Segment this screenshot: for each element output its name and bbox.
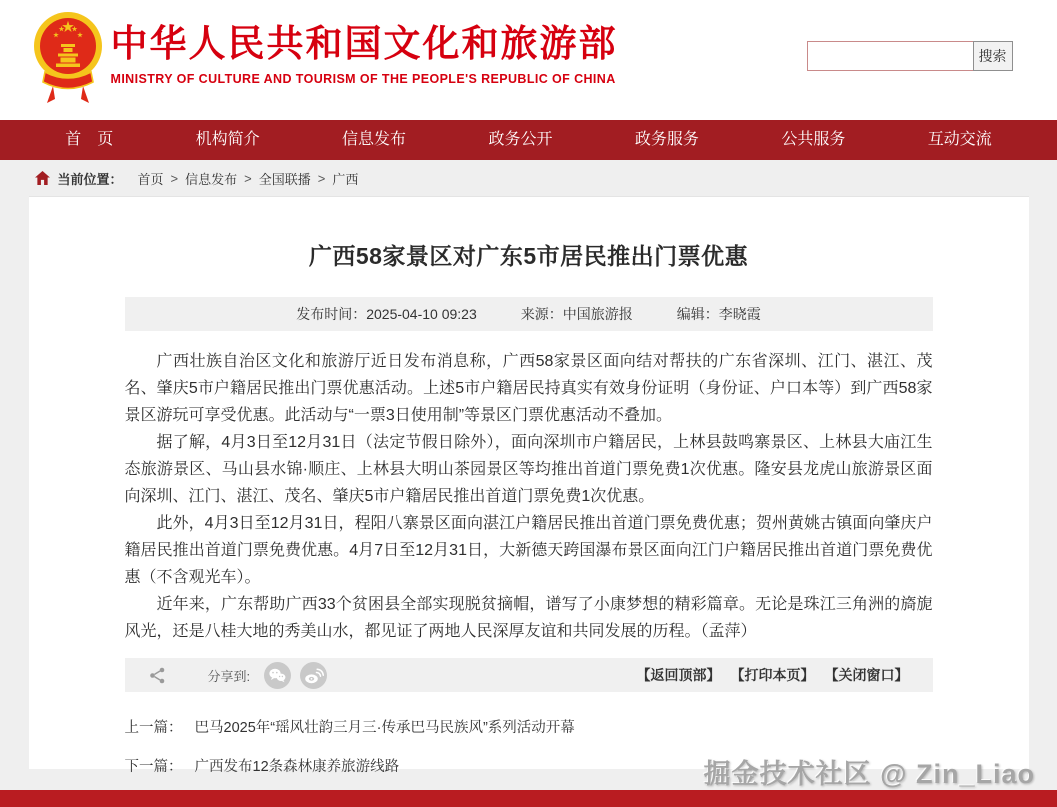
- breadcrumb-separator: >: [244, 170, 252, 186]
- site-header: [0, 0, 1057, 120]
- article-editor: [677, 304, 761, 324]
- weibo-share-button[interactable]: [300, 662, 327, 689]
- next-article-link[interactable]: 广西发布12条森林康养旅游线路: [194, 759, 400, 775]
- site-subtitle: MINISTRY OF CULTURE AND TOURISM OF THE PEOPLE'S REPUBLIC OF CHINA: [110, 72, 616, 87]
- prev-article-link[interactable]: 巴马2025年“瑶风壮韵三月三·传承巴马民族风”系列活动开幕: [194, 720, 575, 736]
- weibo-icon: [300, 662, 327, 689]
- nav-item-gov-services[interactable]: 政务服务: [634, 131, 699, 148]
- breadcrumb-separator: >: [317, 170, 326, 186]
- search-input[interactable]: [807, 41, 974, 71]
- search-button[interactable]: 搜索: [973, 41, 1013, 71]
- site-title: 中华人民共和国文化和旅游部: [110, 23, 618, 64]
- masthead: [111, 8, 618, 86]
- share-label: 分享到:: [207, 668, 251, 684]
- share-icon: [149, 667, 166, 684]
- watermark: 掘金技术社区 @ Zin_Liao: [703, 759, 1035, 789]
- next-article-label: 下一篇：: [124, 759, 183, 775]
- source-label: 来源：: [520, 306, 563, 322]
- national-emblem-icon: [33, 8, 103, 108]
- nav-item-interaction[interactable]: 互动交流: [927, 131, 992, 148]
- prev-next-links: [125, 716, 933, 776]
- nav-item-home[interactable]: 首 页: [65, 131, 114, 148]
- breadcrumb: [29, 160, 1029, 196]
- publish-time-label: 发布时间：: [296, 306, 367, 322]
- wechat-share-button[interactable]: [264, 662, 291, 689]
- nav-item-public-services[interactable]: 公共服务: [781, 131, 846, 148]
- article-paragraph: 广西壮族自治区文化和旅游厅近日发布消息称，广西58家景区面向结对帮扶的广东省深圳、江门、湛江、茂名、肇庆5市户籍居民推出门票优惠活动。上述5市户籍居民持真实有效身份证明（身份证、户口本等）到广西58家景区游玩可享受优惠。此活动与“一票3日使用制”等景区门票优惠活动不叠加。: [124, 353, 933, 424]
- article-body: [125, 348, 933, 645]
- breadcrumb-separator: >: [170, 170, 179, 186]
- article-paragraph: 近年来，广东帮助广西33个贫困县全部实现脱贫摘帽，谱写了小康梦想的精彩篇章。无论是珠江三角洲的旖旎风光，还是八桂大地的秀美山水，都见证了两地人民深厚友谊和共同发展的历程。（孟萍）: [124, 596, 933, 640]
- breadcrumb-prefix: 当前位置：: [57, 171, 123, 187]
- editor-label: 编辑：: [676, 306, 719, 322]
- source-value: 中国旅游报: [562, 306, 633, 322]
- close-window-link[interactable]: 【关闭窗口】: [824, 667, 909, 683]
- breadcrumb-item-home[interactable]: 首页: [137, 171, 164, 187]
- prev-article-label: 上一篇：: [124, 720, 183, 736]
- publish-time-value: 2025-04-10 09:23: [366, 306, 477, 322]
- nav-item-about[interactable]: 机构简介: [195, 131, 260, 148]
- national-emblem-logo: [33, 8, 103, 108]
- article-source: [521, 304, 633, 324]
- breadcrumb-bar: [0, 160, 1057, 196]
- main-nav: [0, 120, 1057, 160]
- publish-time: [296, 304, 477, 324]
- prev-article-row: [125, 716, 933, 737]
- breadcrumb-item-info-release[interactable]: 信息发布: [185, 171, 238, 187]
- nav-item-gov-open[interactable]: 政务公开: [488, 131, 553, 148]
- print-page-link[interactable]: 【打印本页】: [730, 667, 815, 683]
- editor-value: 李晓霞: [718, 306, 761, 322]
- breadcrumb-item-guangxi[interactable]: 广西: [332, 171, 359, 187]
- footer-bar: [0, 790, 1057, 807]
- share-bar: [125, 658, 933, 692]
- article-paragraph: 此外，4月3日至12月31日，程阳八寨景区面向湛江户籍居民推出首道门票免费优惠；贺州黄姚古镇面向肇庆户籍居民推出首道门票免费优惠。4月7日至12月31日，大新德天跨国瀑布景区面向江门户籍居民推出首道门票免费优惠（不含观光车）。: [124, 515, 933, 586]
- nav-item-info-release[interactable]: 信息发布: [342, 131, 407, 148]
- back-to-top-link[interactable]: 【返回顶部】: [636, 667, 721, 683]
- wechat-icon: [264, 662, 291, 689]
- article-title: 广西58家景区对广东5市居民推出门票优惠: [308, 243, 749, 269]
- home-icon: [35, 171, 50, 185]
- page-actions: [637, 665, 909, 685]
- article-paragraph: 据了解，4月3日至12月31日（法定节假日除外），面向深圳市户籍居民，上林县鼓鸣寨景区、上林县大庙江生态旅游景区、马山县水锦·顺庄、上林县大明山茶园景区等均推出首道门票免费1次优惠。隆安县龙虎山旅游景区面向深圳、江门、湛江、茂名、肇庆5市户籍居民推出首道门票免费1次优惠。: [124, 434, 933, 505]
- search-bar: [807, 41, 1013, 71]
- breadcrumb-item-national-broadcast[interactable]: 全国联播: [258, 171, 311, 187]
- share-left: [149, 662, 337, 689]
- article-meta-bar: [125, 297, 933, 331]
- next-article-row: [125, 755, 933, 776]
